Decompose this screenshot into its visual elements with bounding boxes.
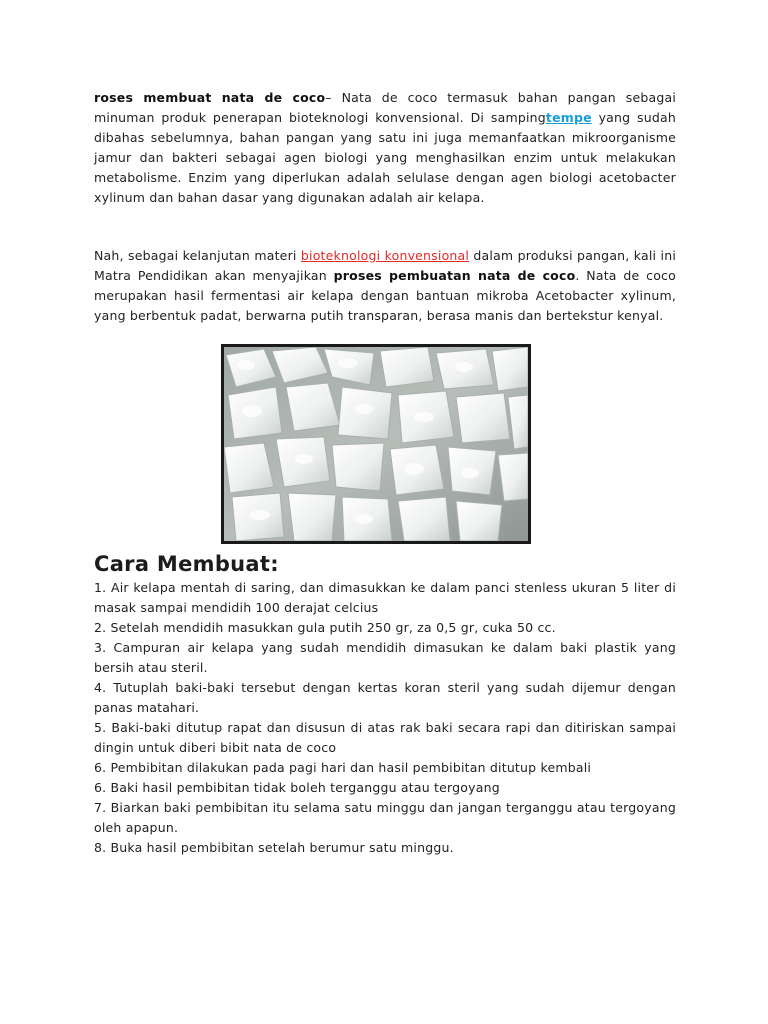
intro-paragraph — [94, 88, 676, 208]
figure-container — [76, 344, 676, 544]
intro-lead: roses membuat nata de coco — [94, 90, 326, 105]
second-paragraph — [94, 246, 676, 326]
intro-text-a: Nata de coco termasuk bahan pangan sebagai minuman produk penerapan bioteknologi konvensional. Di samping — [94, 90, 677, 125]
step-item: 1. Air kelapa mentah di saring, dan dimasukkan ke dalam panci stenless ukuran 5 liter di masak sampai mendidih 100 derajat celcius — [94, 580, 676, 615]
cara-membuat-heading: Cara Membuat: — [94, 552, 279, 576]
intro-text-b: yang sudah dibahas sebelumnya, bahan pangan yang satu ini juga memanfaatkan mikroorganisme jamur dan bakteri sebagai agen biologi yang menghasilkan enzim untuk melakukan metabolisme. Enzim yang diperlukan adalah selulase dengan agen biologi acetobacter xylinum dan bahan dasar yang digunakan adalah air kelapa. — [94, 110, 676, 205]
step-item: 7. Biarkan baki pembibitan itu selama satu minggu dan jangan terganggu atau tergoyang oleh apapun. — [94, 800, 676, 835]
nata-de-coco-photo — [221, 344, 531, 544]
step-item: 8. Buka hasil pembibitan setelah berumur satu minggu. — [94, 840, 454, 855]
step-item: 6. Pembibitan dilakukan pada pagi hari dan hasil pembibitan ditutup kembali — [94, 760, 592, 775]
steps-list — [94, 578, 676, 858]
brand-name: Matra Pendidikan — [94, 268, 208, 283]
step-item: 2. Setelah mendidih masukkan gula putih 250 gr, za 0,5 gr, cuka 50 cc. — [94, 620, 556, 635]
para2-text-d: . Nata de coco merupakan hasil fermentasi air kelapa dengan bantuan mikroba Acetobacter xylinum, yang berbentuk padat, berwarna putih transparan, berasa manis dan bertekstur kenyal. — [94, 268, 676, 323]
para2-text-b: dalam produksi pangan, kali ini — [469, 248, 676, 263]
bioteknologi-link[interactable]: bioteknologi konvensional — [300, 248, 470, 263]
step-item: 5. Baki-baki ditutup rapat dan disusun di atas rak baki secara rapi dan ditiriskan sampai dingin untuk diberi bibit nata de coco — [94, 720, 676, 755]
step-item: 6. Baki hasil pembibitan tidak boleh terganggu atau tergoyang — [94, 780, 500, 795]
para2-text-a: Nah, sebagai kelanjutan materi — [94, 248, 301, 263]
proses-bold: proses pembuatan nata de coco — [333, 268, 576, 283]
paragraph-gap — [94, 208, 676, 246]
step-item: 4. Tutuplah baki-baki tersebut dengan kertas koran steril yang sudah dijemur dengan panas matahari. — [94, 680, 676, 715]
intro-dash: – — [325, 90, 342, 105]
step-item: 3. Campuran air kelapa yang sudah mendidih dimasukan ke dalam baki plastik yang bersih atau steril. — [94, 640, 676, 675]
para2-text-c: akan menyajikan — [208, 268, 334, 283]
tempe-link[interactable]: tempe — [545, 110, 592, 125]
nata-de-coco-illustration — [224, 347, 528, 541]
article-content — [94, 88, 676, 858]
